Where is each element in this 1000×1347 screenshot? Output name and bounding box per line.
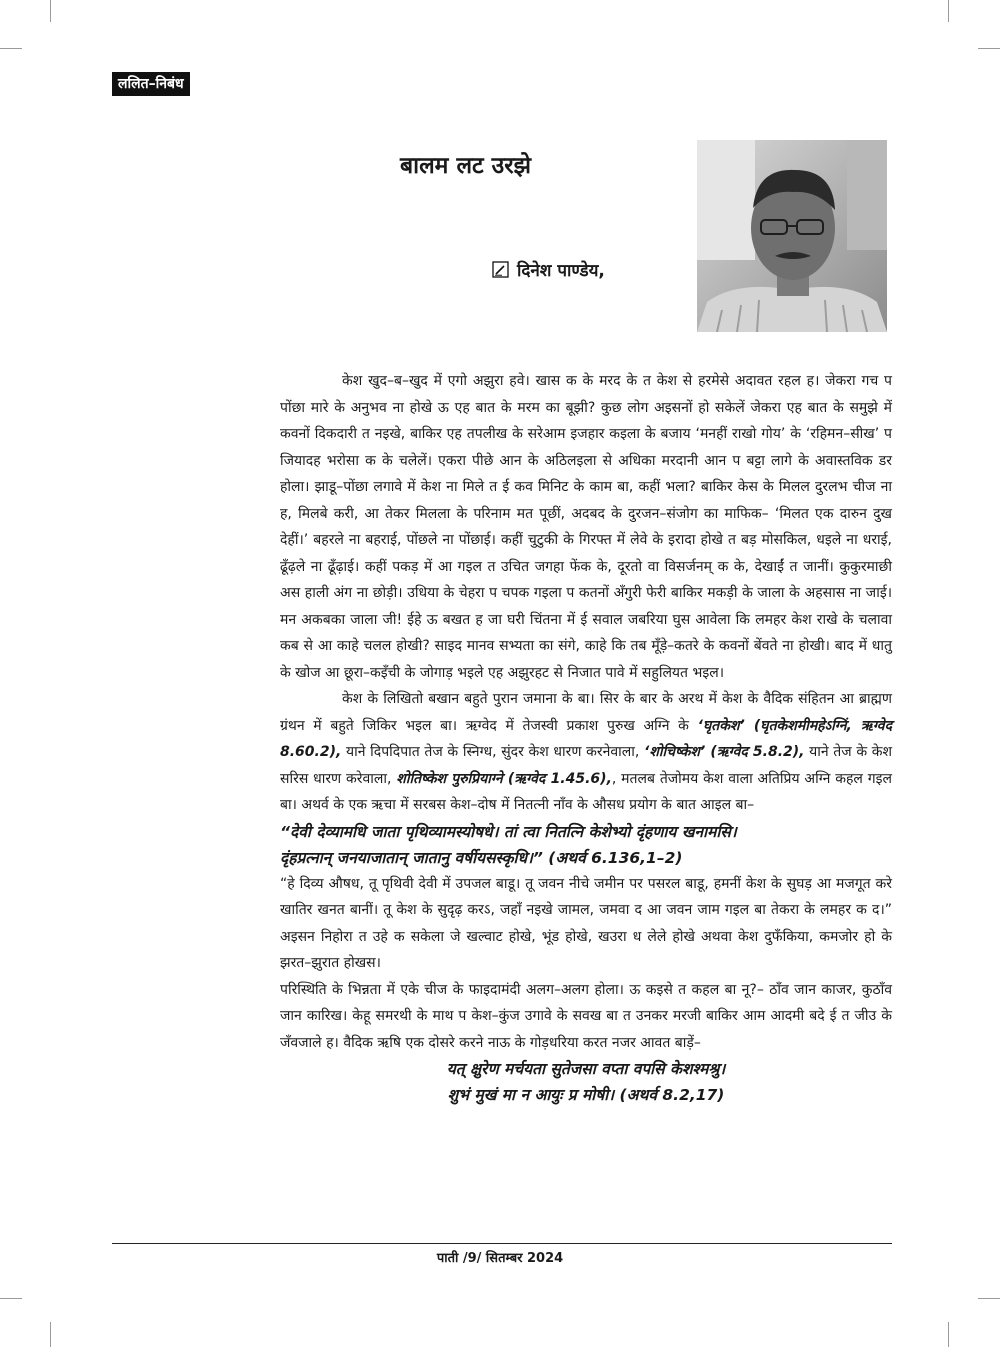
crop-mark — [0, 1298, 22, 1299]
author-name: दिनेश पाण्डेय, — [517, 261, 605, 281]
crop-mark — [50, 1322, 51, 1347]
footer-rule — [112, 1243, 892, 1244]
vedic-reference: ‘घृतकेश’ (घृतकेशमीमहेऽग्निं, ऋग्वेद 8.60.2), — [280, 717, 893, 760]
crop-mark — [948, 0, 949, 22]
article-title: बालम लट उरझे — [400, 153, 532, 179]
article-body — [280, 368, 892, 1108]
author-byline — [492, 258, 605, 281]
pen-note-icon — [492, 261, 509, 278]
paragraph — [280, 686, 892, 819]
crop-mark — [978, 1298, 1000, 1299]
paragraph-text: याने दिपदिपात तेज के स्निग्ध, सुंदर केश धारण करनेवाला, — [341, 744, 640, 760]
verse-line: दृंहप्रत्नान् जनयाजातान् जातानु वर्षीयसस्कृधि।” (अथर्व 6.136,1–2) — [280, 848, 683, 867]
vedic-reference: ‘शोचिष्केश’ (ऋग्वेद 5.8.2), — [644, 744, 805, 760]
section-label: ललित–निबंध — [112, 72, 190, 96]
crop-mark — [0, 48, 22, 49]
vedic-reference: शोतिष्केश पुरुप्रियाग्ने (ऋग्वेद 1.45.6), — [396, 770, 612, 787]
paragraph-text: याने तेज के केश सरिस धारण करेवाला, — [280, 744, 892, 787]
crop-mark — [948, 1322, 949, 1347]
verse-line: “देवी देव्यामधि जाता पृथिव्यामस्योषधे। तां त्वा नितत्नि केशेभ्यो दृंहणाय खनामसि। — [280, 822, 737, 841]
page-footer: पाती /9/ सितम्बर 2024 — [436, 1251, 564, 1266]
paragraph-text: , मतलब तेजोमय केश वाला अतिप्रिय अग्नि कहल गइल बा। अथर्व के एक ऋचा में सरबस केश–दोष में नितत्नी नाँव के औसध प्रयोग के बात आइल बा– — [280, 770, 892, 813]
paragraph-text: केश के लिखितो बखान बहुते पुरान जमाना के बा। सिर के बार के अरथ में केश के वैदिक संहितन आ ब्राह्मण ग्रंथन में बहुते जिकिर भइल बा। ऋग्वेद में तेजस्वी प्रकाश पुरुख अग्नि के — [280, 691, 892, 734]
author-photo — [697, 140, 887, 332]
crop-mark — [50, 0, 51, 22]
verse-line: शुभं मुखं मा न आयुः प्र मोषी। (अथर्व 8.2,17) — [447, 1086, 725, 1104]
crop-mark — [978, 48, 1000, 49]
paragraph: परिस्थिति के भिन्नता में एके चीज के फाइदामंदी अलग–अलग होला। ऊ कइसे त कहल बा नू?– ठाँव जान काजर, कुठाँव जान कारिख। केहू समरथी के माथ प केश–कुंज उगावे के सवख बा त उनकर मरजी बाकिर आम आदमी बदे ई त जीउ के जँवजाले ह। वैदिक ऋषि एक दोसरे करने नाऊ के गोड़धरिया करत नजर आवत बाड़ें– — [280, 981, 892, 1051]
verse-line: यत् क्षुरेण मर्चयता सुतेजसा वप्ता वपसि केशश्मश्रु। — [446, 1060, 726, 1078]
paragraph: केश खुद–ब–खुद में एगो अझुरा हवे। खास क के मरद के त केश से हरमेसे अदावत रहल ह। जेकरा गच प पोंछा मारे के अनुभव ना होखे ऊ एह बात के मरम का बूझी? कुछ लोग अइसनों हो सकेलें जेकरा एह बात के समुझे में कवनों दिकदारी त नइखे, बाकिर एह तपलीख के सरेआम इजहार कइला के बजाय ‘मनहीं राखो गोय’ के ‘रहिमन–सीख’ प जियादह भरोसा क के चलेलें। एकरा पीछे आन के अठिलइला से अधिका मरदानी आन प बट्टा लागे के अवास्तविक डर होला। झाडू–पोंछा लगावे में केश ना मिले त ई कव मिनिट के काम बा, कहीं भला? बाकिर केस के मिलल दुरलभ चीज ना ह, मिलबे करी, आ तेकर मिलला के परिनाम मत पूछीं, अदबद के दुरजन–संजोग का माफिक– ‘मिलत एक दारुन दुख देहीं।’ बहरले ना बहराई, पोंछले ना पोंछाई। कहीं चुटुकी के गिरफ्त में लेवे के इरादा होखे त बड़ मोसकिल, धइले ना धराई, ढूँढ़ले ना ढूँढ़ाई। कहीं पकड़ में आ गइल त उचित जगहा फेंक के, दूरतो वा विसर्जनम् क के, देखाईं त जानीं। कुकुरमाछी अस हाली अंग ना छोड़ी। उधिया के चेहरा प चपक गइला प कतनों अँगुरी फेरी बाकिर मकड़ी के जाला के अहसास ना जाई। मन अकबका जाला जी! ईहे ऊ बखत ह जा घरी चिंतना में ई सवाल जबरिया घुस आवेला कि लमहर केश राखे के चलावा कब से आ काहे चलल होखी? साइद मानव सभ्यता का संगे, काहे कि तब मूँड़े–कतरे के कवनों बेंवते ना होखी। बाद में धातु के खोज आ छूरा–कइँची के जोगाड़ भइले एह अझुरहट से निजात पावे में सहुलियत भइल। — [280, 373, 892, 681]
paragraph: “हे दिव्य औषध, तू पृथिवी देवी में उपजल बाडू। तू जवन नीचे जमीन पर पसरल बाडू, हमनीं केश के सुघड़ आ मजगूत करे खातिर खनत बानीं। तू केश के सुदृढ़ करऽ, जहाँ नइखे जामल, जमवा द आ जवन जाम गइल बा तेकरा के लमहर क द।” अइसन निहोरा त उहे क सकेला जे खल्वाट होखे, भूंड होखे, खउरा ध लेले होखे अथवा केश दुफँकिया, कमजोर हो के झरत–झुरात होखस। — [280, 875, 892, 971]
